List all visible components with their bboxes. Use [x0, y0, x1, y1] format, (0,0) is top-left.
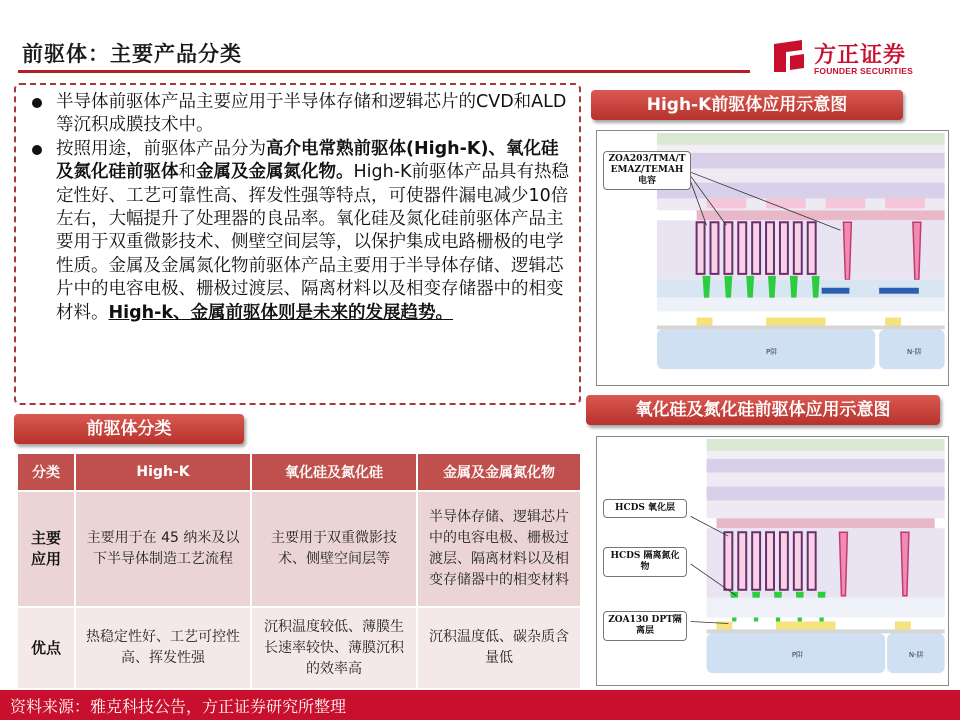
bullet-1-text: 半导体前驱体产品主要应用于半导体存储和逻辑芯片的CVD和ALD等沉积成膜技术中。 [56, 92, 567, 136]
table-cell: 主要用于在 45 纳米及以下半导体制造工艺流程 [75, 491, 251, 607]
oxide-p-well-label: P阱 [791, 651, 803, 660]
row-header: 主要应用 [17, 491, 75, 607]
column-header: 分类 [17, 453, 75, 491]
table-header-row [17, 453, 581, 491]
table-cell: 热稳定性好、工艺可控性高、挥发性强 [75, 607, 251, 689]
column-header: 氧化硅及氮化硅 [251, 453, 417, 491]
source-note: 资料来源：雅克科技公告，方正证券研究所整理 [10, 697, 347, 716]
bullet-1 [26, 91, 569, 138]
bullet-2-highlight-1: 高介电常熟前驱体(High-K)、氧化硅及氮化硅前驱体 [56, 138, 559, 183]
highk-diagram-heading: High-K前驱体应用示意图 [591, 90, 903, 120]
bullet-2 [26, 138, 569, 325]
highk-diagram [596, 130, 949, 386]
table-row [17, 607, 581, 689]
intro-textbox [14, 83, 581, 405]
bullet-2-highlight-2: 金属及金属氮化物 [196, 162, 336, 183]
page-title: 前驱体：主要产品分类 [22, 42, 242, 66]
bullet-dot-icon [32, 98, 42, 108]
category-table-heading: 前驱体分类 [14, 414, 244, 444]
bullet-2-body: High-K前驱体产品具有热稳定性好、工艺可靠性高、挥发性强等特点，可使器件漏电减少10倍左右，大幅提升了处理器的良品率。氧化硅及氮化硅前驱体产品主要用于双重微影技术、侧壁空间层等，以保护集成电路栅极的电学性质。金属及金属氮化物前驱体产品主要用于半导体存储、逻辑芯片中的电容电极、栅极过渡层、隔离材料以及相变存储器中的相变材料。 [56, 162, 570, 323]
title-divider [18, 70, 750, 73]
table-cell: 半导体存储、逻辑芯片中的电容电极、栅极过渡层、隔离材料以及相变存储器中的相变材料 [417, 491, 581, 607]
oxide-callout-label-1: HCDS 氧化层 [603, 499, 687, 518]
row-header: 优点 [17, 607, 75, 689]
table-row [17, 491, 581, 607]
bullet-dot-icon [32, 145, 42, 155]
bullet-2-prefix: 按照用途，前驱体产品分为 [56, 138, 266, 159]
oxide-callout-label-3: ZOA130 DPT隔离层 [603, 611, 687, 641]
table-cell: 沉积温度低、碳杂质含量低 [417, 607, 581, 689]
oxide-diagram-heading: 氧化硅及氮化硅前驱体应用示意图 [586, 395, 940, 425]
column-header: 金属及金属氮化物 [417, 453, 581, 491]
table-cell: 沉积温度较低、薄膜生长速率较快、薄膜沉积的效率高 [251, 607, 417, 689]
category-table [16, 452, 582, 690]
highk-p-well-label: P阱 [766, 348, 778, 357]
column-header: High-K [75, 453, 251, 491]
logo-name-cn: 方正证券 [814, 43, 907, 68]
oxide-diagram [596, 436, 949, 686]
founder-logo [772, 38, 942, 82]
logo-name-en: FOUNDER SECURITIES [814, 66, 913, 76]
bullet-2-and: 和 [178, 162, 196, 183]
oxide-callout-label-2: HCDS 隔离氮化物 [603, 547, 687, 577]
founder-logo-icon [772, 38, 808, 74]
highk-callout-label: ZOA203/TMA/T EMAZ/TEMAH 电容 [603, 151, 691, 190]
highk-n-well-label: N-阱 [906, 348, 922, 357]
bullet-2-conclusion: High-k、金属前驱体则是未来的发展趋势。 [108, 302, 454, 323]
oxide-n-well-label: N-阱 [908, 651, 924, 660]
bullet-2-period: 。 [336, 162, 354, 183]
table-cell: 主要用于双重微影技术、侧壁空间层等 [251, 491, 417, 607]
